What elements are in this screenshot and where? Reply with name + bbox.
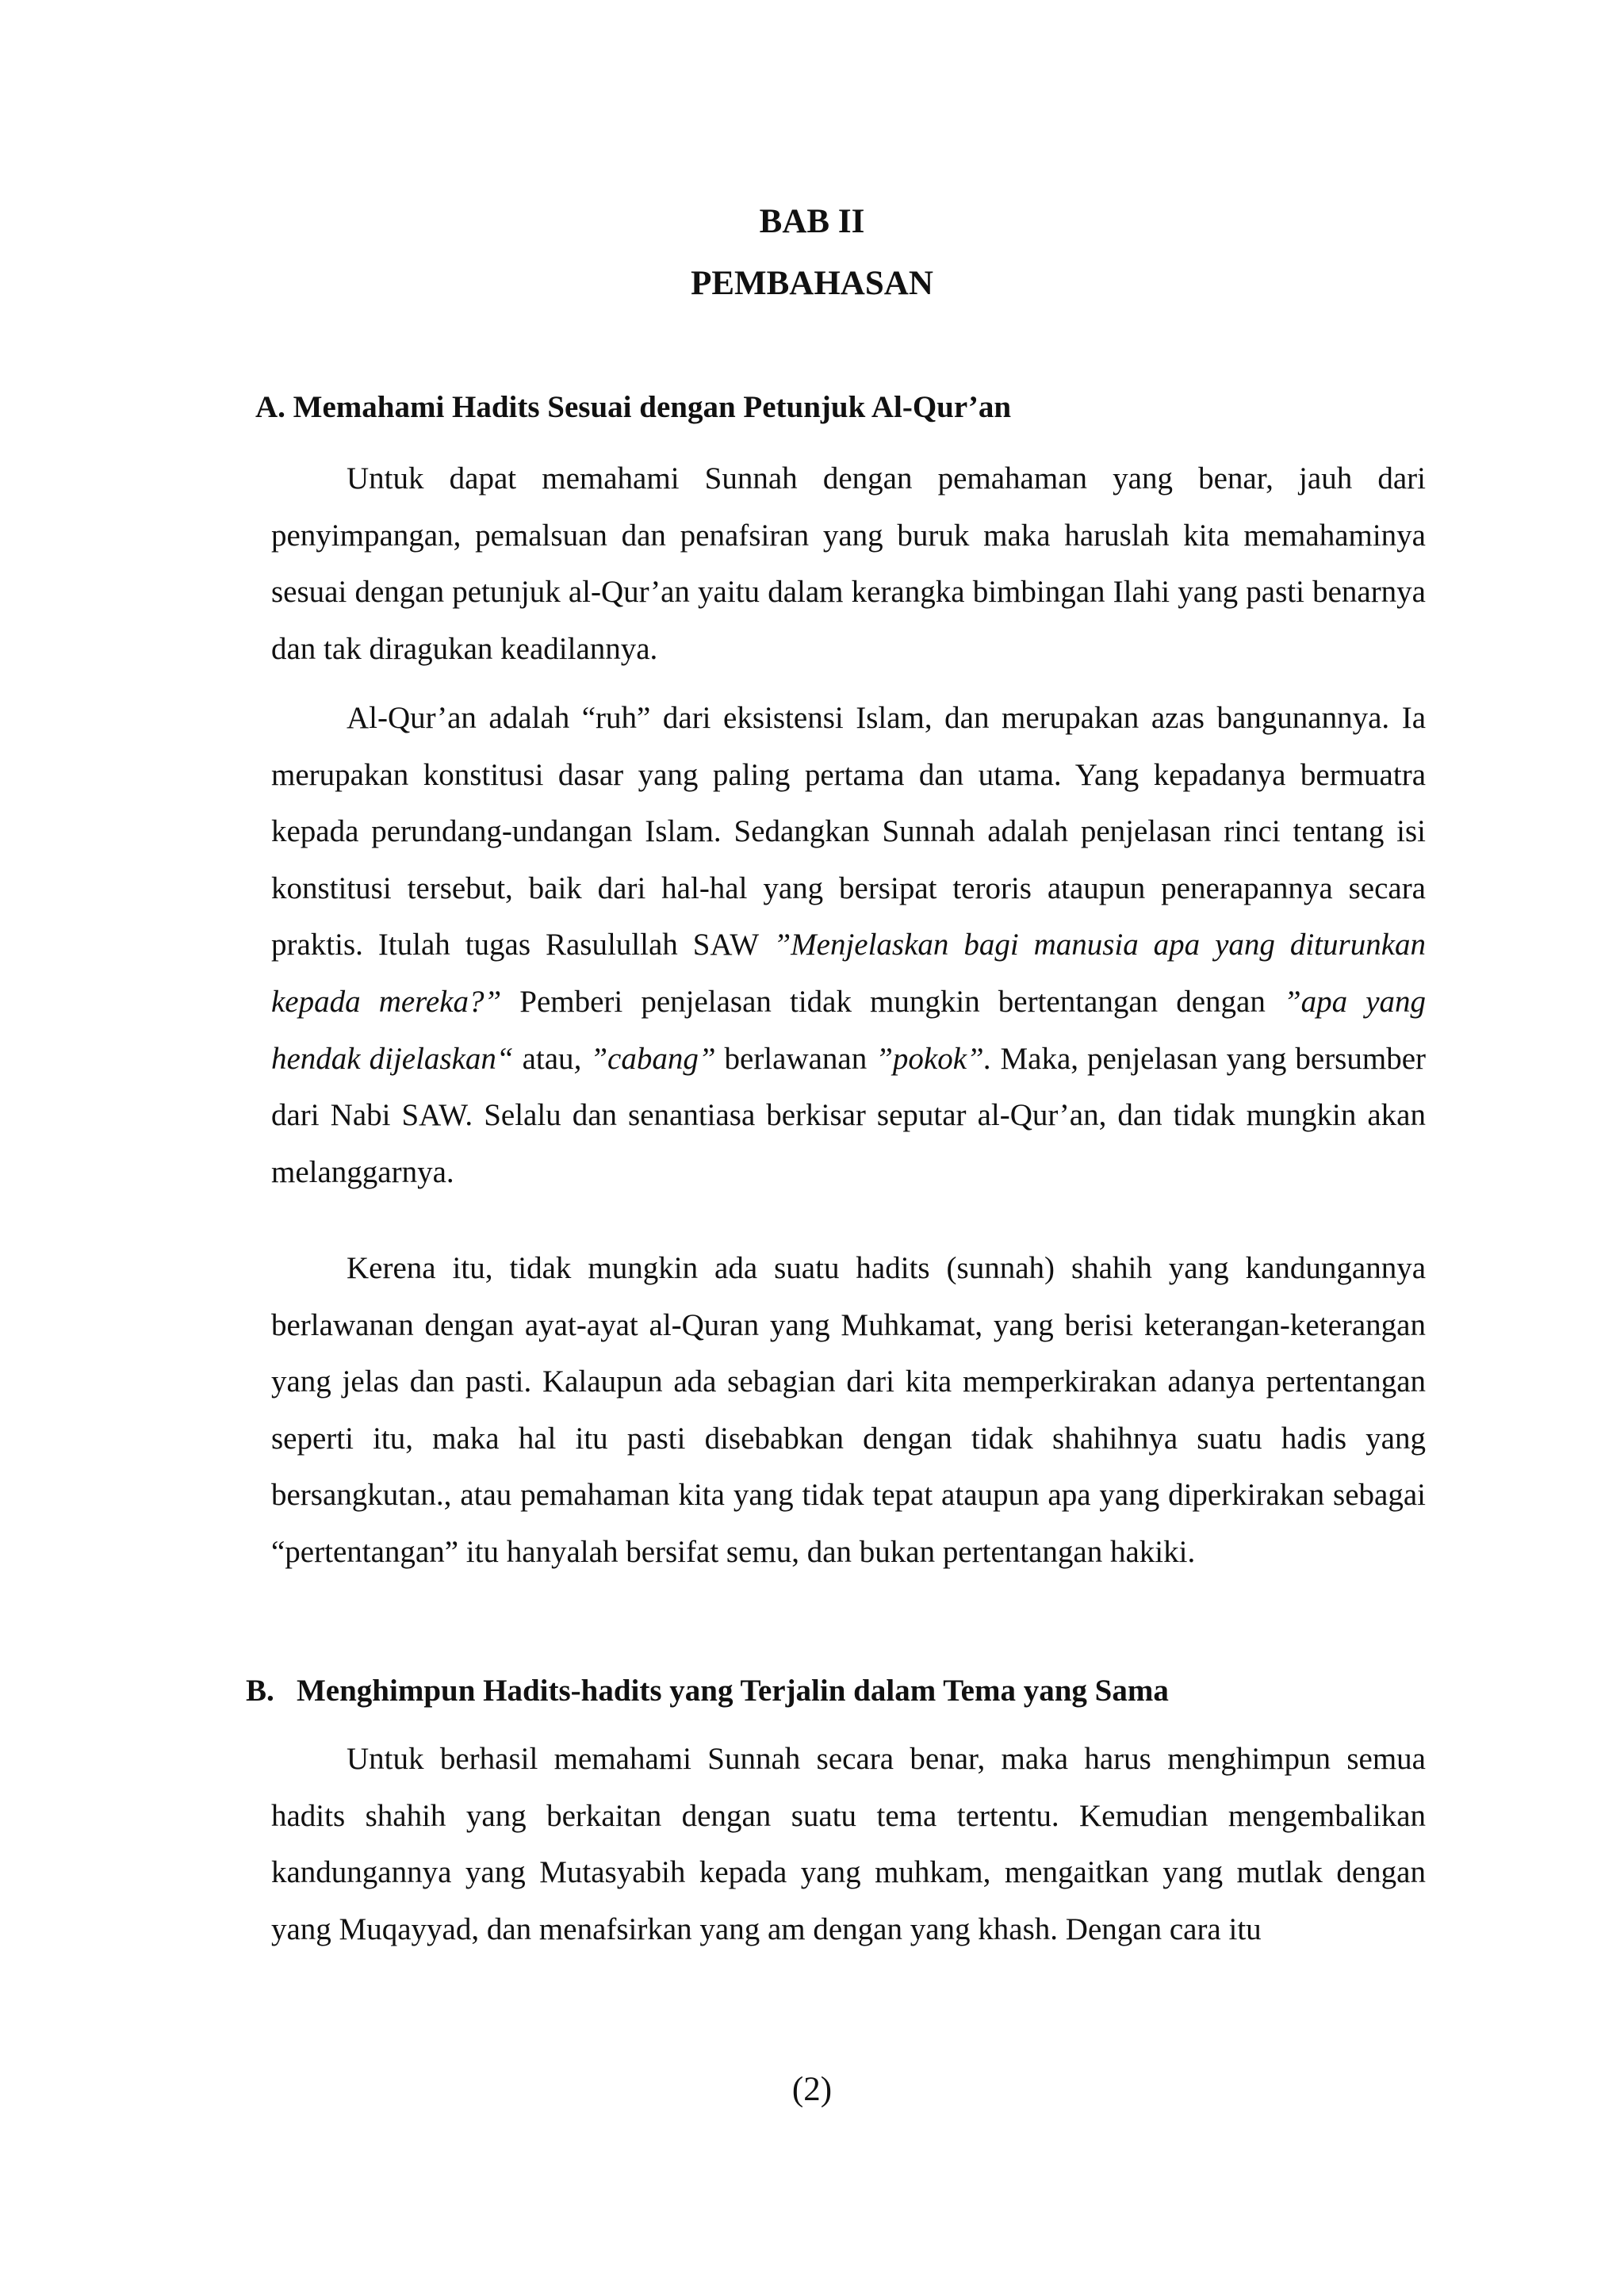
section-a-paragraph-3: Kerena itu, tidak mungkin ada suatu hadits (sunnah) shahih yang kandungannya berlawanan dengan ayat-ayat al-Quran yang Muhkamat, yang berisi keterangan-keterangan yang jelas dan pasti. Kalaupun ada sebagian dari kita memperkirakan adanya pertentangan seperti itu, maka hal itu pasti disebabkan dengan tidak shahihnya suatu hadis yang bersangkutan., atau pemahaman kita yang tidak tepat ataupun apa yang diperkirakan sebagai “pertentangan” itu hanyalah bersifat semu, dan bukan pertentangan hakiki. (271, 1251, 1426, 1569)
quote-apa-yang-hendak: ”apa yang hendak dijelaskan“ (271, 984, 1427, 1076)
paragraph-2-text-5: Maka, penjelasan yang bersumber dari Nabi SAW. Selalu dan senantiasa berkisar seputar al-Qur’an, dan tidak mungkin akan melanggarnya. (271, 1041, 1426, 1189)
chapter-title: PEMBAHASAN (691, 265, 933, 302)
chapter-number: BAB II (759, 203, 865, 240)
italic-comma: , (573, 1041, 582, 1076)
section-a-paragraph-2 (271, 690, 1426, 1200)
paragraph-2-text-1: Al-Qur’an adalah “ruh” dari eksistensi Islam, dan merupakan azas bangunannya. Ia merupakan konstitusi dasar yang paling pertama dan utama. Yang kepadanya bermuatra kepada perundang-undangan Islam. Sedangkan Sunnah adalah penjelasan rinci tentang isi konstitusi tersebut, baik dari hal-hal yang bersipat teroris ataupun penerapannya secara praktis. Itulah tugas Rasulullah SAW (271, 701, 1426, 962)
section-b-letter: B. (246, 1674, 274, 1708)
paragraph-2-text-2: Pemberi penjelasan tidak mungkin bertentangan dengan (501, 984, 1284, 1019)
paragraph-2-text-3: atau (513, 1041, 574, 1076)
section-b-title: Menghimpun Hadits-hadits yang Terjalin dalam Tema yang Sama (297, 1674, 1169, 1708)
section-b-heading (246, 1675, 1169, 1706)
section-b-paragraph-1: Untuk berhasil memahami Sunnah secara benar, maka harus menghimpun semua hadits shahih yang berkaitan dengan suatu tema tertentu. Kemudian mengembalikan kandungannya yang Mutasyabih kepada yang muhkam, mengaitkan yang mutlak dengan yang Muqayyad, dan menafsirkan yang am dengan yang khash. Dengan cara itu (271, 1742, 1426, 1946)
quote-pokok: ”pokok”. (875, 1041, 992, 1076)
quote-menjelaskan: ”Menjelaskan bagi manusia apa yang diturunkan kepada mereka?” (271, 928, 1426, 1019)
section-a-heading: A. Memahami Hadits Sesuai dengan Petunjuk Al-Qur’an (255, 390, 1012, 424)
page-number: (2) (791, 2071, 833, 2108)
paragraph-2-space (581, 1042, 590, 1076)
paragraph-2-text-4: berlawanan (715, 1041, 876, 1076)
section-a-paragraph-1: Untuk dapat memahami Sunnah dengan pemahaman yang benar, jauh dari penyimpangan, pemalsuan dan penafsiran yang buruk maka haruslah kita memahaminya sesuai dengan petunjuk al-Qur’an yaitu dalam kerangka bimbingan Ilahi yang pasti benarnya dan tak diragukan keadilannya. (271, 461, 1426, 666)
quote-cabang: ”cabang” (590, 1041, 716, 1076)
